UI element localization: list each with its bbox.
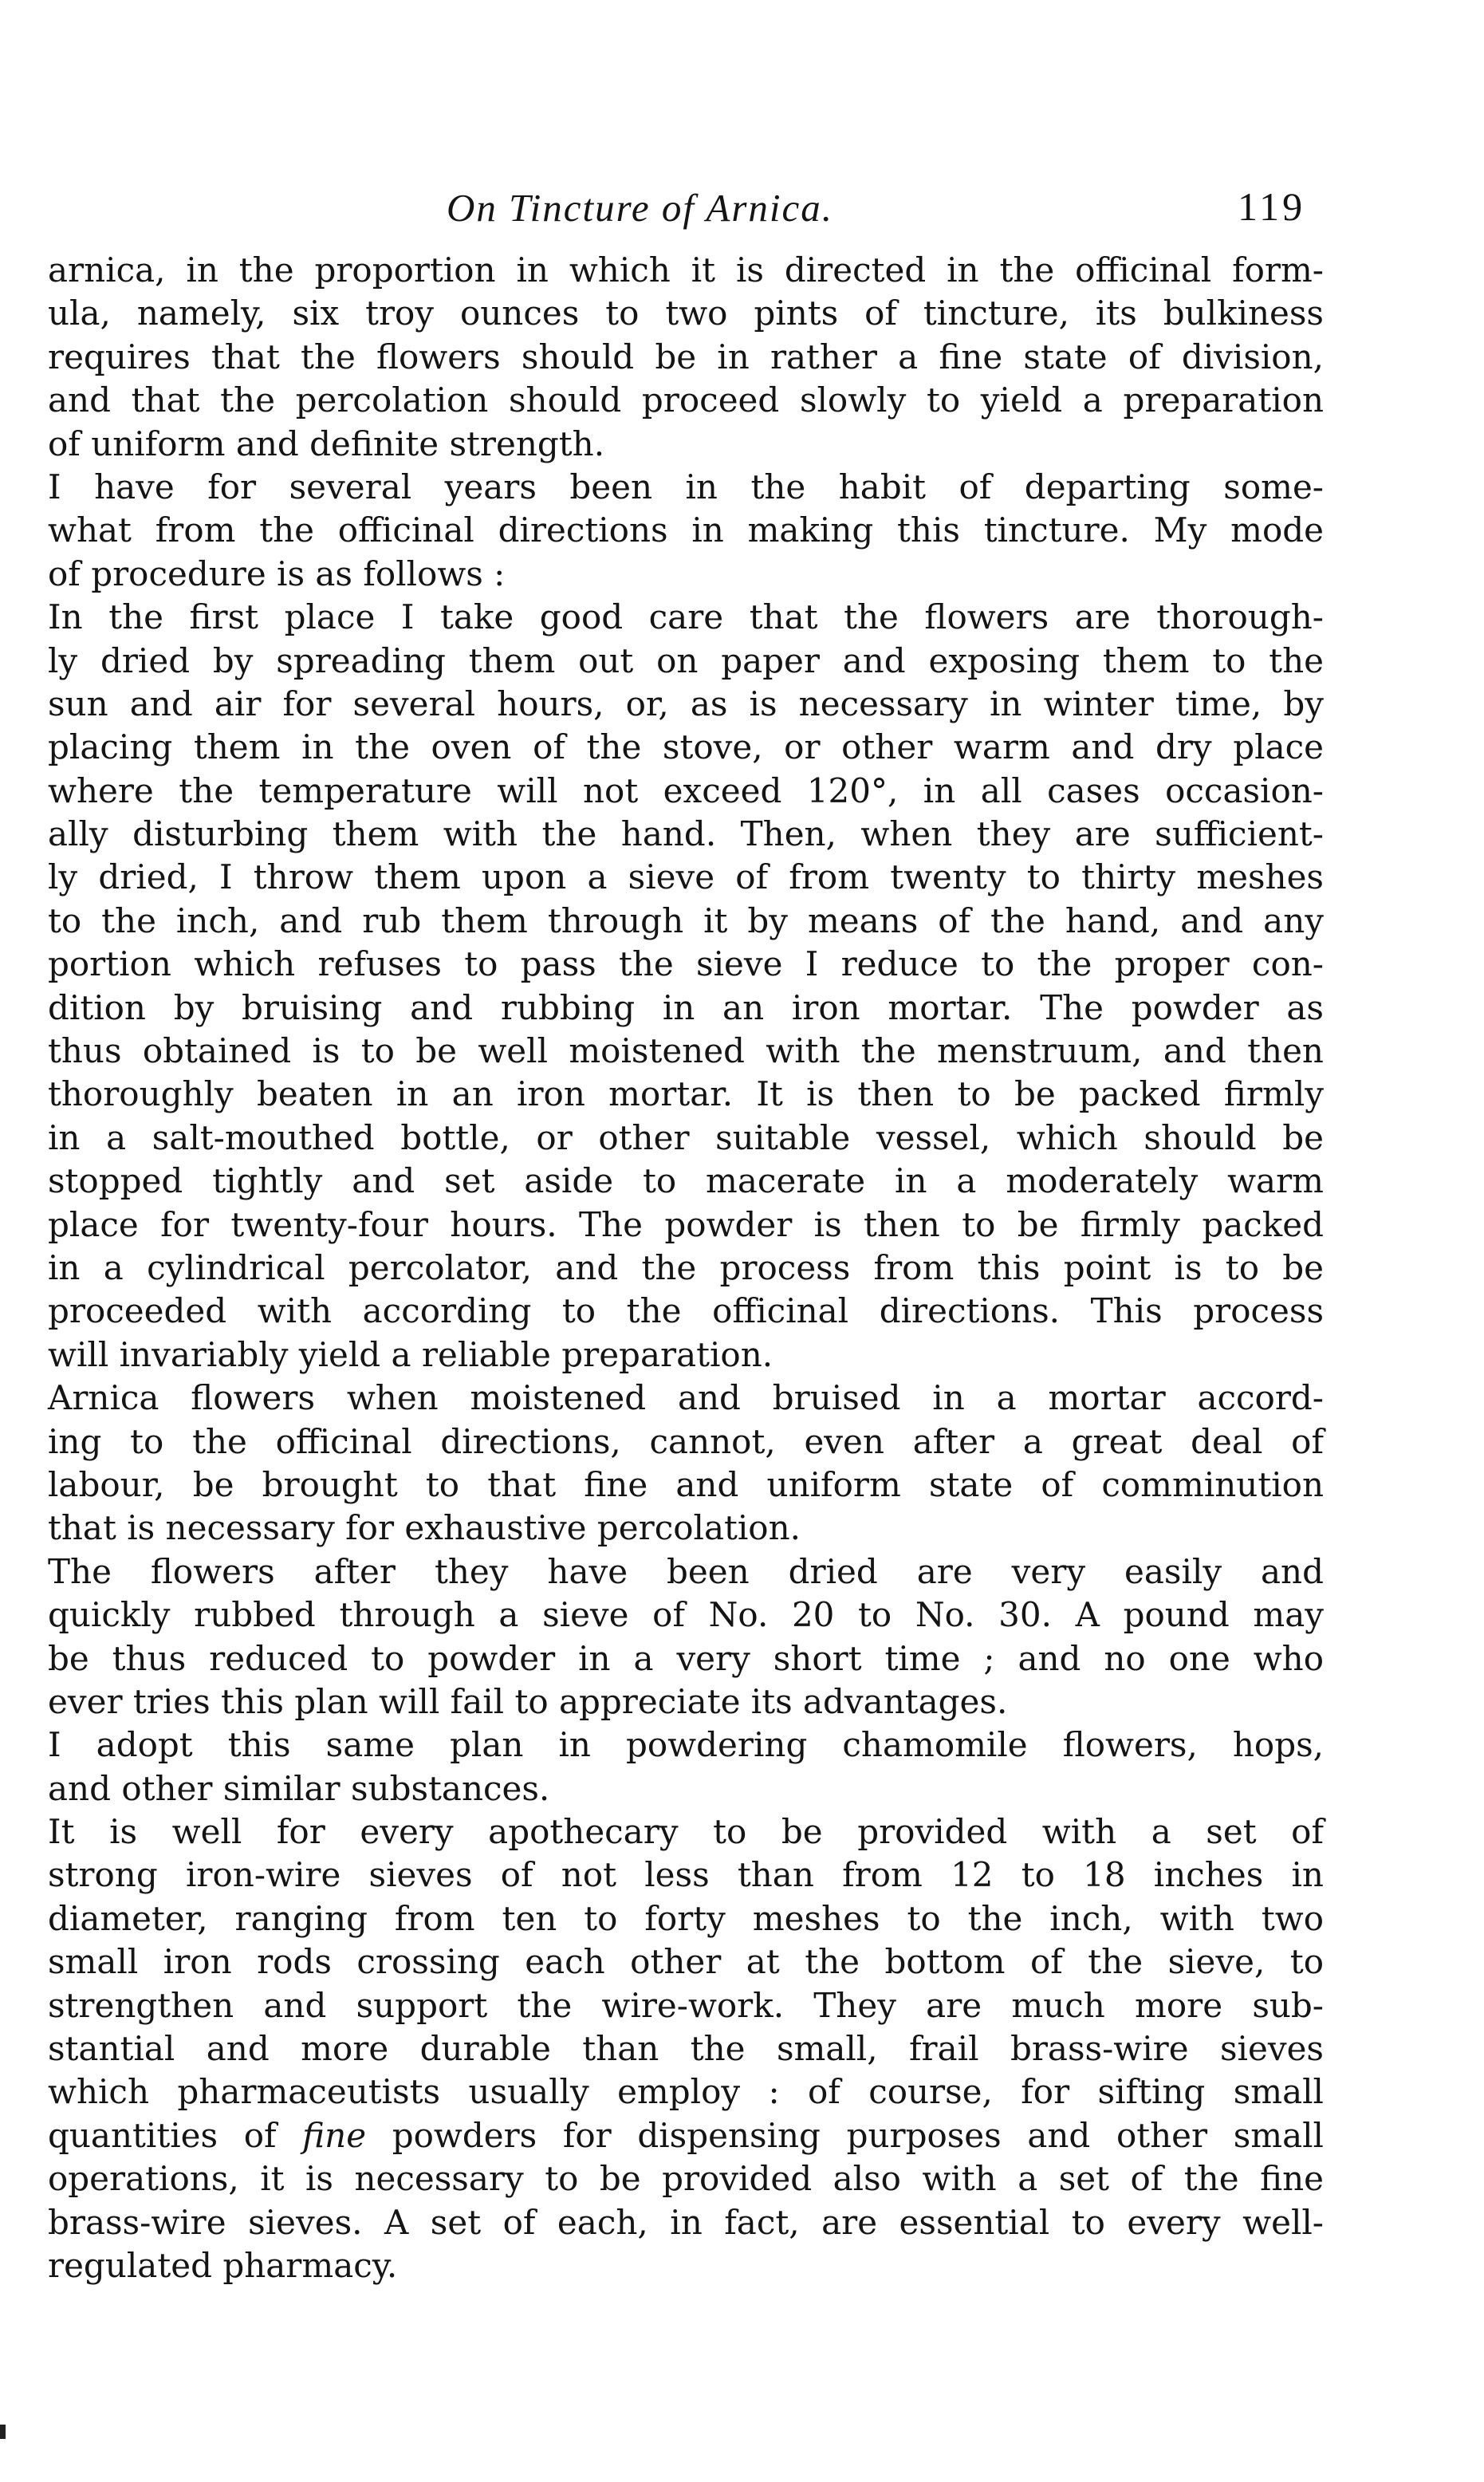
text-line-content bbox=[48, 1507, 801, 1550]
text-line-content bbox=[48, 900, 1324, 943]
text-line-content bbox=[48, 379, 1324, 422]
text-line bbox=[48, 1420, 1324, 1464]
text-line-content bbox=[48, 943, 1324, 986]
text-line bbox=[48, 1637, 1324, 1680]
line-text: them in the oven of the stove, or other warm and dry place bbox=[193, 727, 1324, 767]
margin-word: proceeded bbox=[48, 1291, 227, 1331]
text-line-content bbox=[48, 1854, 1324, 1897]
text-line bbox=[48, 2244, 1324, 2287]
line-text: the first place I take good care that the flowers are thorough- bbox=[108, 597, 1324, 637]
margin-word: The bbox=[48, 1551, 112, 1591]
text-line-content bbox=[48, 466, 1324, 509]
text-line-content bbox=[48, 1637, 1324, 1680]
text-line bbox=[48, 1507, 1324, 1550]
line-text: for twenty-four hours. The powder is then to be firmly packed bbox=[160, 1204, 1324, 1244]
margin-word: dition bbox=[48, 987, 146, 1027]
line-text: namely, six troy ounces to two pints of tincture, its bulkiness bbox=[136, 294, 1324, 333]
text-line-content bbox=[48, 1420, 1324, 1464]
margin-word: place bbox=[48, 1204, 139, 1244]
text-line-content bbox=[48, 2070, 1324, 2114]
line-text: tightly and set aside to macerate in a moderately warm bbox=[212, 1161, 1324, 1201]
line-text: the inch, and rub them through it by means of the hand, and any bbox=[101, 900, 1324, 940]
text-line-content bbox=[48, 1680, 1007, 1724]
margin-word: regulated bbox=[48, 2245, 212, 2285]
margin-word: what bbox=[48, 510, 132, 550]
margin-word: arnica, bbox=[48, 250, 166, 290]
text-line-content bbox=[48, 1767, 549, 1810]
text-line-content bbox=[48, 813, 1324, 856]
line-text: to the officinal directions, cannot, even after a great deal of bbox=[130, 1421, 1324, 1461]
text-line-content bbox=[48, 2027, 1324, 2070]
text-line-content bbox=[48, 2244, 397, 2287]
margin-word: quickly bbox=[48, 1595, 171, 1635]
text-line bbox=[48, 292, 1324, 335]
text-line bbox=[48, 1680, 1324, 1724]
text-line bbox=[48, 423, 1324, 466]
text-line bbox=[48, 1897, 1324, 1940]
line-text: dried by spreading them out on paper and exposing them to the bbox=[100, 640, 1324, 680]
text-line-content bbox=[48, 726, 1324, 769]
line-text: a salt-mouthed bottle, or other suitable vessel, which should be bbox=[106, 1117, 1324, 1157]
text-line-content bbox=[48, 1940, 1324, 1984]
text-line-content bbox=[48, 683, 1324, 726]
line-text: beaten in an iron mortar. It is then to be packed firmly bbox=[257, 1074, 1324, 1114]
margin-word: of bbox=[48, 424, 81, 463]
margin-word: stopped bbox=[48, 1161, 183, 1201]
line-text: be brought to that fine and uniform state of comminution bbox=[192, 1464, 1324, 1504]
line-text: by bruising and rubbing in an iron mortar. The powder as bbox=[173, 987, 1324, 1027]
line-text: pharmacy. bbox=[222, 2245, 398, 2285]
margin-word: Arnica bbox=[48, 1378, 159, 1418]
text-line-content bbox=[48, 1117, 1324, 1160]
line-text: is well for every apothecary to be provided with a set of bbox=[109, 1812, 1325, 1852]
text-line bbox=[48, 1030, 1324, 1073]
text-line bbox=[48, 379, 1324, 422]
margin-word: diameter, bbox=[48, 1898, 208, 1938]
text-line bbox=[48, 1810, 1324, 1854]
line-text: sieves. A set of each, in fact, are essential to every well- bbox=[248, 2202, 1324, 2242]
text-line bbox=[48, 2201, 1324, 2244]
text-line-content bbox=[48, 2201, 1324, 2244]
text-line-content bbox=[48, 1984, 1324, 2027]
margin-word: requires bbox=[48, 337, 191, 376]
line-text: uniform and definite strength. bbox=[91, 424, 605, 463]
margin-word: small bbox=[48, 1942, 139, 1982]
text-line-content bbox=[48, 1724, 1324, 1767]
margin-word: labour, bbox=[48, 1464, 165, 1504]
text-line bbox=[48, 900, 1324, 943]
text-line bbox=[48, 249, 1324, 292]
text-line bbox=[48, 1377, 1324, 1420]
text-line-content bbox=[48, 1464, 1324, 1507]
line-text: of fine powders for dispensing purposes and other small bbox=[243, 2115, 1324, 2155]
text-line-content bbox=[48, 292, 1324, 335]
line-text: thus reduced to powder in a very short time ; and no one who bbox=[112, 1638, 1324, 1678]
text-line bbox=[48, 1984, 1324, 2027]
margin-word: and bbox=[48, 1768, 111, 1808]
text-line-content bbox=[48, 1204, 1324, 1247]
margin-word: of bbox=[48, 554, 81, 593]
line-text: is necessary for exhaustive percolation. bbox=[127, 1508, 801, 1548]
line-text: from the officinal directions in making this tincture. My mode bbox=[155, 510, 1324, 550]
text-line-content bbox=[48, 1160, 1324, 1203]
text-line bbox=[48, 770, 1324, 813]
line-text: with according to the officinal directions. This process bbox=[257, 1291, 1324, 1331]
margin-word: I bbox=[48, 467, 61, 506]
text-line-content bbox=[48, 596, 1324, 639]
text-line-content bbox=[48, 1334, 773, 1377]
text-line-content bbox=[48, 423, 604, 466]
text-line bbox=[48, 553, 1324, 596]
text-line bbox=[48, 1464, 1324, 1507]
scan-edge-mark bbox=[0, 2425, 6, 2439]
text-line bbox=[48, 640, 1324, 683]
line-text: rubbed through a sieve of No. 20 to No. 30. A pound may bbox=[194, 1595, 1324, 1635]
margin-word: that bbox=[48, 1508, 116, 1548]
margin-word: and bbox=[48, 380, 111, 420]
line-text: adopt this same plan in powdering chamomile flowers, hops, bbox=[96, 1725, 1324, 1765]
text-line bbox=[48, 596, 1324, 639]
margin-word: thoroughly bbox=[48, 1074, 234, 1114]
line-text: have for several years been in the habit of departing some- bbox=[94, 467, 1324, 506]
text-line-content bbox=[48, 856, 1324, 899]
line-text: dried, I throw them upon a sieve of from twenty to thirty meshes bbox=[98, 857, 1324, 897]
margin-word: ing bbox=[48, 1421, 102, 1461]
text-line-content bbox=[48, 336, 1324, 379]
margin-word: ly bbox=[48, 640, 78, 680]
text-line-content bbox=[48, 249, 1324, 292]
margin-word: will bbox=[48, 1334, 109, 1374]
line-text: flowers when moistened and bruised in a mortar accord- bbox=[191, 1378, 1324, 1418]
line-text: tries this plan will fail to appreciate its advantages. bbox=[132, 1681, 1008, 1721]
text-line-content bbox=[48, 987, 1324, 1030]
margin-word: operations, bbox=[48, 2159, 239, 2199]
line-text: that the flowers should be in rather a fine state of division, bbox=[211, 337, 1324, 376]
running-head: On Tincture of Arnica. bbox=[447, 186, 833, 230]
margin-word: which bbox=[48, 2072, 150, 2112]
line-text: flowers after they have been dried are very easily and bbox=[150, 1551, 1324, 1591]
text-line-content bbox=[48, 509, 1324, 552]
line-text: invariably yield a reliable preparation. bbox=[119, 1334, 773, 1374]
text-line bbox=[48, 509, 1324, 552]
margin-word: ever bbox=[48, 1681, 123, 1721]
text-line bbox=[48, 856, 1324, 899]
line-text: disturbing them with the hand. Then, when they are sufficient- bbox=[132, 814, 1324, 854]
margin-word: in bbox=[48, 1117, 81, 1157]
line-text: which refuses to pass the sieve I reduce to the proper con- bbox=[194, 944, 1324, 984]
text-line bbox=[48, 1334, 1324, 1377]
text-line bbox=[48, 1073, 1324, 1116]
line-text: obtained is to be well moistened with the menstruum, and then bbox=[142, 1031, 1324, 1071]
text-line bbox=[48, 466, 1324, 509]
text-line bbox=[48, 726, 1324, 769]
text-line bbox=[48, 1767, 1324, 1810]
margin-word: ly bbox=[48, 857, 78, 897]
margin-word: brass-wire bbox=[48, 2202, 226, 2242]
margin-word: I bbox=[48, 1725, 61, 1765]
text-line bbox=[48, 1854, 1324, 1897]
text-line bbox=[48, 1724, 1324, 1767]
line-text: and support the wire-work. They are much more sub- bbox=[263, 1985, 1324, 2025]
line-text: iron rods crossing each other at the bottom of the sieve, to bbox=[163, 1942, 1324, 1982]
margin-word: in bbox=[48, 1247, 81, 1287]
text-line-content bbox=[48, 770, 1324, 813]
text-line bbox=[48, 1940, 1324, 1984]
margin-word: thus bbox=[48, 1031, 122, 1071]
text-line bbox=[48, 1247, 1324, 1290]
line-text: iron-wire sieves of not less than from 12 to 18 inches in bbox=[185, 1855, 1324, 1895]
text-line bbox=[48, 1204, 1324, 1247]
margin-word: placing bbox=[48, 727, 173, 767]
text-line bbox=[48, 2114, 1324, 2157]
text-line bbox=[48, 336, 1324, 379]
text-line bbox=[48, 1117, 1324, 1160]
text-line bbox=[48, 683, 1324, 726]
line-text: and more durable than the small, frail brass-wire sieves bbox=[206, 2029, 1324, 2069]
line-text: in the proportion in which it is directed in the officinal form- bbox=[186, 250, 1324, 290]
margin-word: where bbox=[48, 770, 154, 810]
margin-word: to bbox=[48, 900, 82, 940]
line-text: that the percolation should proceed slowly to yield a preparation bbox=[131, 380, 1324, 420]
text-line bbox=[48, 1290, 1324, 1333]
body-text bbox=[48, 249, 1324, 2287]
text-line-content bbox=[48, 1030, 1324, 1073]
margin-word: ula, bbox=[48, 294, 111, 333]
margin-word: It bbox=[48, 1812, 75, 1852]
text-line-content bbox=[48, 1073, 1324, 1116]
text-line bbox=[48, 2070, 1324, 2114]
text-line-content bbox=[48, 640, 1324, 683]
text-line-content bbox=[48, 2114, 1324, 2157]
margin-word: strengthen bbox=[48, 1985, 234, 2025]
margin-word: be bbox=[48, 1638, 89, 1678]
line-text: it is necessary to be provided also with a set of the fine bbox=[260, 2159, 1324, 2199]
text-line bbox=[48, 813, 1324, 856]
text-line-content bbox=[48, 1810, 1324, 1854]
text-line-content bbox=[48, 1594, 1324, 1637]
text-line bbox=[48, 1160, 1324, 1203]
margin-word: In bbox=[48, 597, 83, 637]
page-number: 119 bbox=[1238, 184, 1306, 229]
margin-word: quantities bbox=[48, 2115, 218, 2155]
line-text: procedure is as follows : bbox=[91, 554, 506, 593]
text-line-content bbox=[48, 1550, 1324, 1594]
text-line-content bbox=[48, 1247, 1324, 1290]
margin-word: sun bbox=[48, 684, 108, 723]
text-line-content bbox=[48, 553, 505, 596]
text-line bbox=[48, 1594, 1324, 1637]
text-line bbox=[48, 2157, 1324, 2200]
line-text: a cylindrical percolator, and the process from this point is to be bbox=[103, 1247, 1324, 1287]
text-line-content bbox=[48, 2157, 1324, 2200]
text-line bbox=[48, 1550, 1324, 1594]
italic-word: fine bbox=[302, 2115, 367, 2155]
line-text: and air for several hours, or, as is necessary in winter time, by bbox=[129, 684, 1324, 723]
margin-word: stantial bbox=[48, 2029, 175, 2069]
line-text: the temperature will not exceed 120°, in all cases occasion- bbox=[179, 770, 1325, 810]
text-line bbox=[48, 2027, 1324, 2070]
line-text: pharmaceutists usually employ : of course, for sifting small bbox=[177, 2072, 1324, 2112]
text-line-content bbox=[48, 1290, 1324, 1333]
text-line-content bbox=[48, 1897, 1324, 1940]
text-line-content bbox=[48, 1377, 1324, 1420]
margin-word: portion bbox=[48, 944, 171, 984]
text-line bbox=[48, 943, 1324, 986]
line-text: other similar substances. bbox=[121, 1768, 550, 1808]
margin-word: strong bbox=[48, 1855, 158, 1895]
margin-word: ally bbox=[48, 814, 108, 854]
text-line bbox=[48, 987, 1324, 1030]
line-text: ranging from ten to forty meshes to the inch, with two bbox=[234, 1898, 1324, 1938]
